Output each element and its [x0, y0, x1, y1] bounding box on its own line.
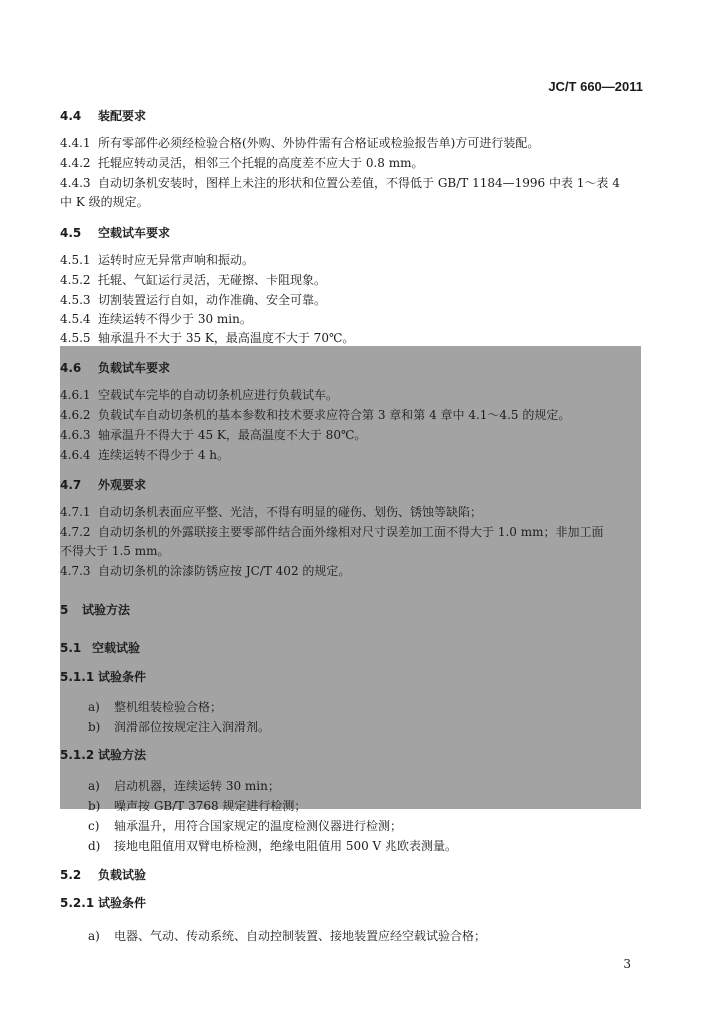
section-5-2-heading: 5.2 负载试验	[60, 868, 147, 882]
clause-4-7-2: 4.7.2 自动切条机的外露联接主要零部件结合面外缘相对尺寸误差加工面不得大于 1.0 mm；非加工面	[60, 525, 604, 539]
section-5-1-2-heading: 5.1.2 试验方法	[60, 748, 147, 762]
clause-4-5-2: 4.5.2 托辊、气缸运行灵活，无碰擦、卡阻现象。	[60, 273, 327, 287]
clause-4-4-3-cont: 中 K 级的规定。	[60, 195, 149, 209]
clause-4-4-3: 4.4.3 自动切条机安装时，图样上未注的形状和位置公差值，不得低于 GB/T 1184—1996 中表 1～表 4	[60, 176, 620, 190]
clause-4-5-4: 4.5.4 连续运转不得少于 30 min。	[60, 312, 252, 326]
clause-4-7-1: 4.7.1 自动切条机表面应平整、光洁，不得有明显的碰伤、划伤、锈蚀等缺陷；	[60, 505, 483, 519]
section-4-4-heading: 4.4 装配要求	[60, 109, 147, 123]
clause-4-7-2-cont: 不得大于 1.5 mm。	[60, 544, 170, 558]
doc-id: JC/T 660—2011	[548, 79, 643, 94]
list-item: c) 轴承温升，用符合国家规定的温度检测仪器进行检测；	[88, 819, 403, 833]
clause-4-6-4: 4.6.4 连续运转不得少于 4 h。	[60, 448, 229, 462]
clause-4-4-2: 4.4.2 托辊应转动灵活，相邻三个托辊的高度差不应大于 0.8 mm。	[60, 156, 424, 170]
section-5-1-heading: 5.1 空载试验	[60, 641, 141, 655]
list-item: b) 润滑部位按规定注入润滑剂。	[88, 720, 271, 734]
section-5-1-1-heading: 5.1.1 试验条件	[60, 670, 147, 684]
section-4-6-heading: 4.6 负载试车要求	[60, 361, 171, 375]
list-item: a) 启动机器，连续运转 30 min；	[88, 779, 280, 793]
section-4-7-heading: 4.7 外观要求	[60, 478, 147, 492]
clause-4-7-3: 4.7.3 自动切条机的涂漆防锈应按 JC/T 402 的规定。	[60, 564, 351, 578]
clause-4-5-1: 4.5.1 运转时应无异常声响和振动。	[60, 253, 255, 267]
clause-4-6-3: 4.6.3 轴承温升不得大于 45 K，最高温度不大于 80℃。	[60, 428, 367, 442]
list-item: b) 噪声按 GB/T 3768 规定进行检测；	[88, 799, 307, 813]
clause-4-4-1: 4.4.1 所有零部件必须经检验合格(外购、外协件需有合格证或检验报告单)方可进行装配。	[60, 136, 540, 150]
clause-4-6-1: 4.6.1 空载试车完毕的自动切条机应进行负载试车。	[60, 388, 339, 402]
section-5-2-1-heading: 5.2.1 试验条件	[60, 896, 147, 910]
page-number: 3	[623, 957, 631, 971]
clause-4-5-3: 4.5.3 切割装置运行自如，动作准确、安全可靠。	[60, 293, 327, 307]
section-5-heading: 5 试验方法	[60, 603, 131, 617]
clause-4-6-2: 4.6.2 负载试车自动切条机的基本参数和技术要求应符合第 3 章和第 4 章中 4.1～4.5 的规定。	[60, 408, 571, 422]
list-item: d) 接地电阻值用双臂电桥检测，绝缘电阻值用 500 V 兆欧表测量。	[88, 839, 458, 853]
clause-4-5-5: 4.5.5 轴承温升不大于 35 K，最高温度不大于 70℃。	[60, 331, 355, 345]
section-4-5-heading: 4.5 空载试车要求	[60, 226, 171, 240]
list-item: a) 整机组装检验合格；	[88, 700, 223, 714]
list-item: a) 电器、气动、传动系统、自动控制装置、接地装置应经空载试验合格；	[88, 929, 487, 943]
